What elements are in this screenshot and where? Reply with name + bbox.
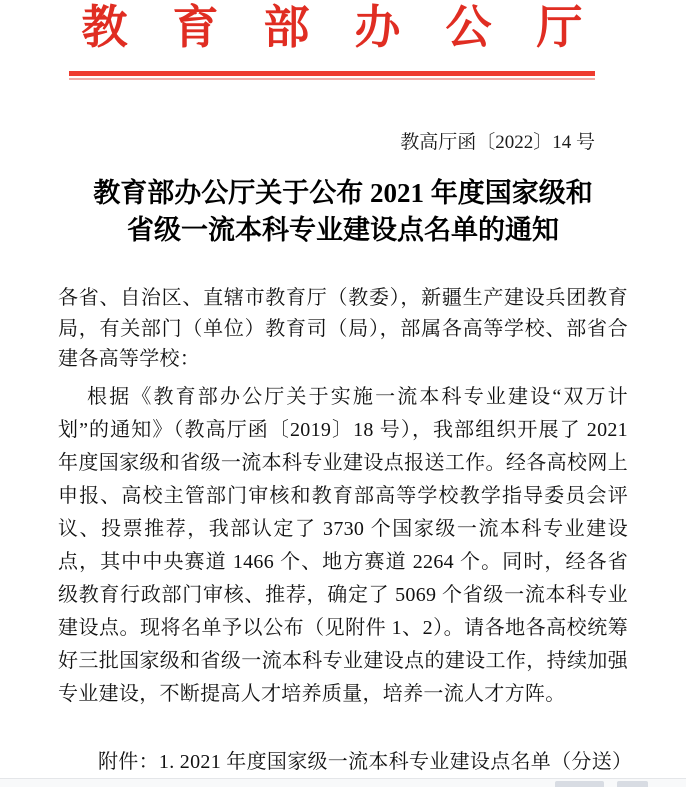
document-number: 教高厅函〔2022〕14 号: [400, 132, 595, 153]
toolbar-button-partial-1[interactable]: [555, 781, 604, 787]
document-title-line1: 教育部办公厅关于公布 2021 年度国家级和: [93, 178, 593, 208]
letterhead-org-name: 教育部办公厅: [81, 2, 628, 53]
letterhead-rule-thin: [69, 78, 595, 80]
bottom-toolbar-edge: [0, 778, 686, 787]
salutation-recipients: 各省、自治区、直辖市教育厅（教委），新疆生产建设兵团教育局，有关部门（单位）教育司（局），部属各高等学校、部省合建各高等学校：: [58, 287, 628, 370]
attachment-line: 附件：1. 2021 年度国家级一流本科专业建设点名单（分送）: [98, 751, 633, 773]
document-title: [0, 175, 686, 249]
body-paragraph: 根据《教育部办公厅关于实施一流本科专业建设“双万计划”的通知》（教高厅函〔2019〕18 号），我部组织开展了 2021 年度国家级和省级一流本科专业建设点报送工作。经各高校网上申报、高校主管部门审核和教育部高等学校教学指导委员会评议、投票推荐，我部认定了 3730 个国家级一流本科专业建设点，其中中央赛道 1466 个、地方赛道 2264 个。同时，经各省级教育行政部门审核、推荐，确定了 5069 个省级一流本科专业建设点。现将名单予以公布（见附件 1、2）。请各地各高校统筹好三批国家级和省级一流本科专业建设点的建设工作，持续加强专业建设，不断提高人才培养质量，培养一流人才方阵。: [58, 386, 628, 705]
toolbar-button-partial-2[interactable]: [617, 781, 648, 787]
document-title-line2: 省级一流本科专业建设点名单的通知: [127, 215, 559, 245]
letterhead-rule-thick: [69, 71, 595, 76]
